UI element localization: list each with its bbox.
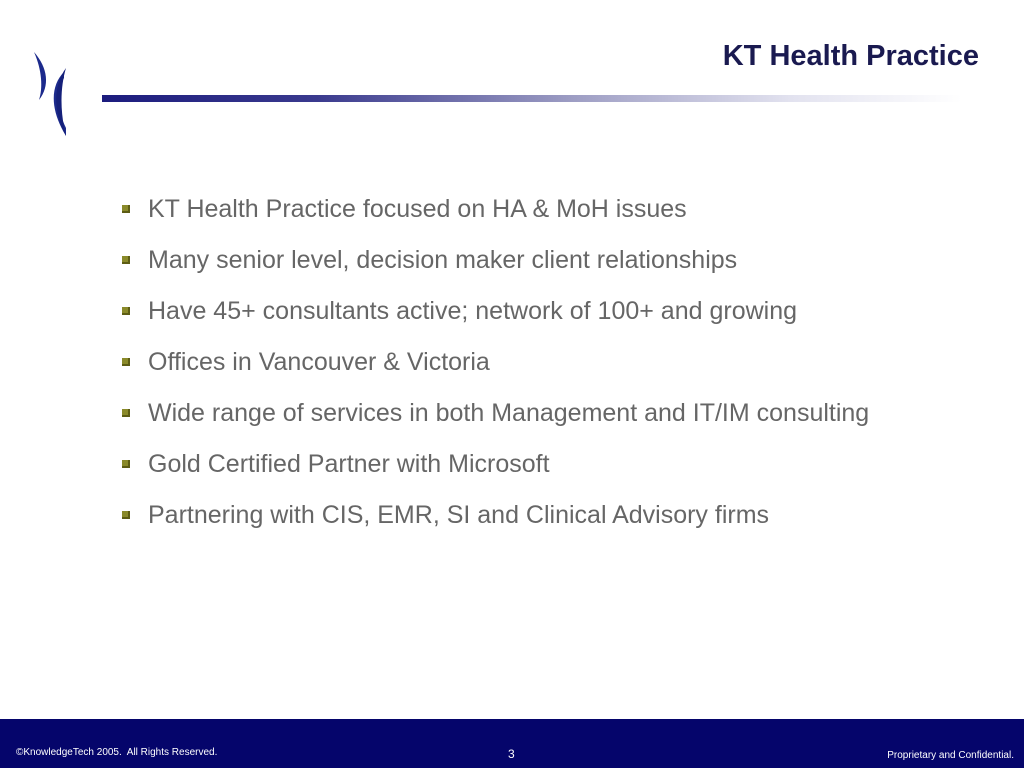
bullet-text: Offices in Vancouver & Victoria xyxy=(148,348,490,376)
bullet-text: KT Health Practice focused on HA & MoH issues xyxy=(148,195,687,223)
list-item xyxy=(122,396,869,447)
slide-title: KT Health Practice xyxy=(722,40,979,72)
copyright-text: ©KnowledgeTech 2005. All Rights Reserved. xyxy=(16,747,218,758)
title-divider xyxy=(102,95,962,102)
list-item xyxy=(122,294,869,345)
bullet-list xyxy=(122,192,869,549)
bullet-text: Partnering with CIS, EMR, SI and Clinical Advisory firms xyxy=(148,501,770,529)
list-item xyxy=(122,192,869,243)
bullet-text: Many senior level, decision maker client relationships xyxy=(148,246,738,274)
list-item xyxy=(122,345,869,396)
bullet-text: Have 45+ consultants active; network of 100+ and growing xyxy=(148,297,798,325)
square-bullet-icon xyxy=(122,256,130,264)
confidential-notice: Proprietary and Confidential. xyxy=(887,750,1014,761)
square-bullet-icon xyxy=(122,511,130,519)
square-bullet-icon xyxy=(122,358,130,366)
page-number: 3 xyxy=(508,747,515,761)
footer-bar xyxy=(0,719,1024,768)
square-bullet-icon xyxy=(122,460,130,468)
square-bullet-icon xyxy=(122,205,130,213)
list-item xyxy=(122,243,869,294)
bullet-text: Gold Certified Partner with Microsoft xyxy=(148,450,550,478)
list-item xyxy=(122,447,869,498)
bullet-text: Wide range of services in both Management and IT/IM consulting xyxy=(148,399,870,427)
knowledgetech-logo-icon xyxy=(30,48,70,140)
square-bullet-icon xyxy=(122,409,130,417)
list-item xyxy=(122,498,869,549)
square-bullet-icon xyxy=(122,307,130,315)
